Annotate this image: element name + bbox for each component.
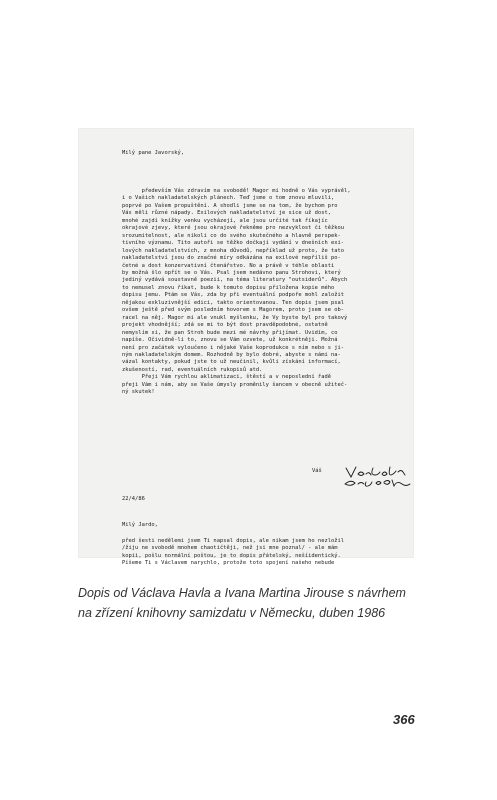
letter-line: ným nakladatelským domem. Rozhodně by bylo dobré, abyste s námi na- xyxy=(122,351,341,358)
letter-line: nemyslím si, že pan Stroh bude mezi mé návrhy přijímat. Uvidím, co xyxy=(122,329,338,336)
letter-closing: Váš xyxy=(312,468,322,474)
letter-salutation: Milý pane Javorský, xyxy=(122,150,185,156)
letter-line: jediný vydává soustavně poezii, na téma literatury "outsiderů". Abych xyxy=(122,277,348,284)
second-letter-body xyxy=(122,538,402,568)
letter-scan xyxy=(78,128,414,567)
letter-line: projekt vhodnější; zdá se mi to být dost pravděpodobné, ostatně xyxy=(122,322,328,329)
letter-line: /žiju ne svobodě mnohem chaotičtěji, než jsi mne poznal/ - ale mám xyxy=(122,545,338,552)
letter-line: vázal kontakty, pokud jste to už neučinil, kvůli získání informací, xyxy=(122,359,341,366)
page-number: 366 xyxy=(393,712,415,727)
letter-line: ovšem ještě před svým posledním hovorem s Magorem, proto jsem se ob- xyxy=(122,307,345,314)
letter-line: přeji Vám i nám, aby se Vaše úmysly proměnily šancem v obecně užiteč- xyxy=(122,381,348,388)
letter-line: srozumitelnost, ale nikoli co do svého skutečného a hlavně perspek- xyxy=(122,232,341,239)
letter-line: kopii, pošlu normální poštou, je to dopis přátelský, nešíidentický. xyxy=(122,552,341,559)
letter-line: Vás měli různé nápady. Exilových nakladatelství je sice už dost, xyxy=(122,210,331,217)
letter-line: není pro začátek vyloučeno i nějaké Vaše koprodukce s ním nebo s ji- xyxy=(122,344,345,351)
letter-line: zkušeností, rad, eventuálních rukopisů atd. xyxy=(122,366,263,373)
letter-date: 22/4/86 xyxy=(122,496,145,502)
letter-line: ný skutek! xyxy=(122,389,155,396)
second-letter-salutation: Milý Jardo, xyxy=(122,522,158,528)
letter-line: tivního významu. Tito autoři se těžko dočkají vydání v dnešních exi- xyxy=(122,240,345,247)
letter-line: především Vás zdravím na svobodě! Magor mi hodně o Vás vyprávěl, xyxy=(122,188,351,194)
letter-line: Přeji Vám rychlou aklimatizaci, štěstí a v neposlední řadě xyxy=(122,374,331,381)
letter-line: racel na něj. Magor mi ale vnukl myšlenku, že Vy byste byl pro takový xyxy=(122,314,348,321)
letter-line: četné a dost konzervativní čtenářstvo. No a právě v téhle oblasti xyxy=(122,262,335,269)
letter-line: to nemusel znovu říkat, bude k tomuto dopisu přiložena kopie mého xyxy=(122,284,335,291)
letter-line: okrajové zjevy, které jsou okrajové řekněme pro nezvyklost či těžkou xyxy=(122,225,345,232)
letter-body xyxy=(122,188,394,397)
handwritten-signature xyxy=(342,462,412,492)
letter-line: Píšeme Ti s Václavem narychlo, protože toto spojení našeho nebude xyxy=(122,560,335,567)
caption-line: Dopis od Václava Havla a Ivana Martina Jirouse s návrhem xyxy=(78,586,406,600)
letter-line: nakladatelství jsou do značné míry odkázána na exilové nepříliš po- xyxy=(122,255,341,262)
letter-line: poprvé po Vašem propuštění. A shodli jsme se na tom, že bychom pro xyxy=(122,202,338,209)
figure-caption xyxy=(78,583,438,623)
letter-line: by možná šlo opřít se o Vás. Psal jsem nedávno panu Strohovi, který xyxy=(122,269,341,276)
letter-line: dopisu jemu. Ptám se Vás, zda by při eventuální podpoře mohl založit xyxy=(122,292,345,299)
letter-line: lových nakladatelstvích, z mnoha důvodů, nepříklad už proto, že tato xyxy=(122,247,345,254)
letter-line: mnohé zajdí knížky venku vycházejí, ale jsou určité tak říkajíc xyxy=(122,217,328,224)
letter-line: před šesti nedělemi jsem Ti napsal dopis, ale nikam jsem ho nezložil xyxy=(122,538,345,544)
letter-line: i o Vašich nakladatelských plánech. Teď jsme o tom znovu mluvili, xyxy=(122,195,335,202)
letter-line: nějakou exkluzivnější edici, takto orientovanou. Ten dopis jsem psal xyxy=(122,299,345,306)
letter-line: napíše. Očividně-li to, znovu se Vám ozvete, už konkrétněji. Možná xyxy=(122,337,338,344)
caption-line: na zřízení knihovny samizdatu v Německu, duben 1986 xyxy=(78,606,386,620)
